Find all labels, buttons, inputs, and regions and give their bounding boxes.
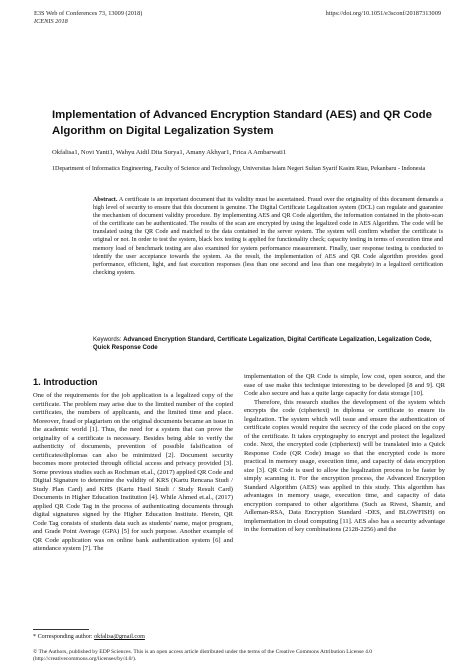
- license-notice: © The Authors, published by EDP Sciences. This is an open access article distributed under the terms of the Creative Commons Attribution License 4.0 (http://creativecommons.org/licenses/by/4.0/).: [33, 649, 373, 663]
- author-list: Okfalisa1, Novi Yanti1, Wahyu Aidil Dita Surya1, Amany Akhyar1, Frica A Ambarwati1: [52, 149, 287, 156]
- right-paragraph-1: implementation of the QR Code is simple, low cost, open source, and the ease of use make this technique interesting to be developed [8 and 9]. QR Code also secure and has a quite large capacity for data storage [10].: [244, 373, 445, 398]
- right-column: [244, 373, 445, 535]
- section-heading: 1. Introduction: [33, 377, 98, 387]
- footnote-divider: [33, 629, 89, 630]
- footnote-label: * Corresponding author:: [33, 634, 93, 640]
- keywords: [93, 336, 443, 353]
- keywords-label: Keywords:: [93, 336, 122, 343]
- doi-link[interactable]: https://doi.org/10.1051/e3sconf/20187313009: [325, 10, 441, 17]
- journal-citation: E3S Web of Conferences 73, 13009 (2018): [34, 10, 143, 17]
- running-header-left: [34, 10, 142, 26]
- abstract: [93, 196, 443, 277]
- abstract-label: Abstract.: [93, 197, 118, 203]
- author-email-link[interactable]: okfalisa@gmail.com: [94, 634, 145, 640]
- paper-title: Implementation of Advanced Encryption Standard (AES) and QR Code Algorithm on Digital Legalization System: [52, 109, 432, 137]
- conference-name: ICENIS 2018: [34, 18, 68, 25]
- footnote: [33, 633, 145, 641]
- keywords-text: Advanced Encryption Standard, Certificate Legalization, Digital Certificate Legalization, Legalization Code, Quick Response Code: [93, 336, 432, 352]
- left-column: [33, 392, 233, 554]
- author-affiliation: 1Department of Informatics Engineering, Faculty of Science and Technology, Universitas Islam Negeri Sultan Syarif Kasim Riau, Pekanbaru - Indonesia: [52, 166, 426, 172]
- abstract-text: A certificate is an important document that its validity must be ascertained. Fraud over the originality of this document demands a high level of security to ensure that this document is genuine. The Digital Certificate Legalization system (DCL) can regulate and guarantee the mechanism of document validity procedure. By implementing AES and QR Code algorithm, the information contained in the photo-scan of the certificate can be authenticated. The results of the scan are encrypted by using the legalized code in AES Algorithm. The code will be translated using the QR Code and matched to the data contained in the server system. The system will confirm whether the certificate is original or not. In order to test the system, black box testing is applied for functionality check; capacity testing in terms of execution time and memory load of benchmark testing are also examined for system performance measurement. Finally, user response testing is conducted to identify the user acceptance towards the system. As the result, the implementation of AES and QR Code algorithm provides good performance, efficient, light, and fast execution responses (less than one second and less than one megabyte) in a legalized certification checking system.: [93, 197, 443, 276]
- right-paragraph-2: Therefore, this research studies the development of the system which encrypts the code (ciphertext) in diploma or certificate to ensure its legalization. The system which will issue and ensure the authentication of certificate copies would require the secrecy of the code placed on the copy of the certificate. It takes cryptography to encrypt and protect the legalized code. Next, the encrypted code (ciphertext) will be translated into a Quick Response Code (QR Code) image so that the encrypted code is more practical in memory usage, execution time, and capacity of data encryption size [3]. QR Code is used to allow the legalization process to be faster by simply scanning it. For the encryption process, the Advanced Encryption Standard Algorithm (AES) was applied in this study. This algorithm has advantages in memory usage, execution time, and capacity of data encryption compared to other algorithms (Such as Rivest, Shamir, and Adleman-RSA, Data Encryption Standard -DES, and BLOWFISH) on implementation in cloud computing [11]. AES also has a security advantage in the formation of key combinations (2128-2256) and the: [244, 398, 445, 534]
- intro-paragraph: One of the requirements for the job application is a legalized copy of the certificate. The problem may arise due to the limited number of the copied certificates, the numbers of applicants, and the limited time and place. Moreover, fraud or plagiarism on the original documents became an issue in the academic world [1]. Thus, the need for a system that can prove the originality of a certificate is necessary. Besides being able to verify the authenticity of documents, prevention of possible falsification of certificates/diplomas can also be minimized [2]. Document security becomes more protected through official access and privacy provided [3]. Some previous studies such as Rochman et.al., (2017) applied QR Code and Digital Signature to determine the validity of KRS (Kartu Rencana Studi / Study Plan Card) and KHS (Kartu Hasil Studi / Study Result Card) Documents in Higher Education Institution [4]. While Ahmed et.al., (2017) applied QR Code Tag in the process of authenticating documents through digital signatures signed by the Higher Education Institute. Herein, QR Code Tag consists of students data such as students' name, major program, and Grade Point Average (GPA) [5] for such purpose. Another example of QR Code application was on online bank authentication system [6] and attendance system [7]. The: [33, 392, 233, 553]
